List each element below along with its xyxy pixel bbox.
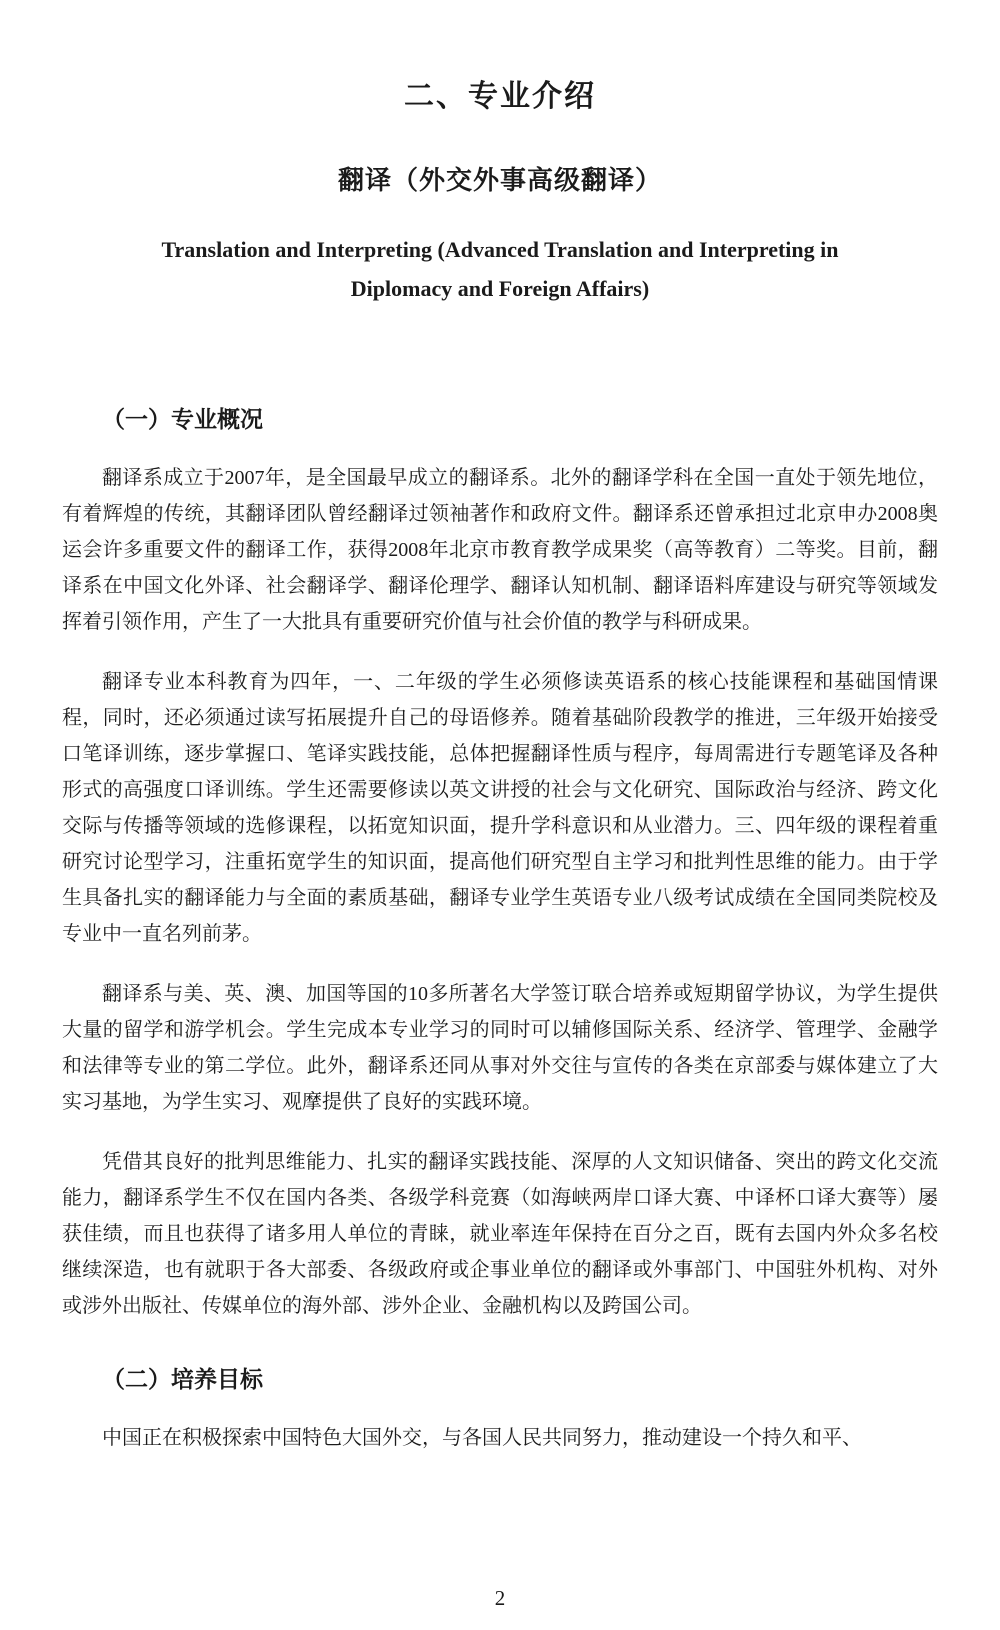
section-training-goals xyxy=(62,1364,938,1456)
section-1-paragraph-4: 凭借其良好的批判思维能力、扎实的翻译实践技能、深厚的人文知识储备、突出的跨文化交流能力，翻译系学生不仅在国内各类、各级学科竞赛（如海峡两岸口译大赛、中译杯口译大赛等）屡获佳绩，而且也获得了诸多用人单位的青睐，就业率连年保持在百分之百，既有去国内外众多名校继续深造，也有就职于各大部委、各级政府或企事业单位的翻译或外事部门、中国驻外机构、对外或涉外出版社、传媒单位的海外部、涉外企业、金融机构以及跨国公司。 xyxy=(62,1151,938,1317)
section-1-heading: （一）专业概况 xyxy=(102,407,263,432)
section-2-heading: （二）培养目标 xyxy=(102,1367,263,1392)
program-title-en-line-2: Diplomacy and Foreign Affairs) xyxy=(350,276,650,301)
page-title: 二、专业介绍 xyxy=(404,80,596,113)
program-title-en-line-1: Translation and Interpreting (Advanced Translation and Interpreting in xyxy=(161,237,839,262)
section-overview xyxy=(62,404,938,1324)
section-2-paragraph-1: 中国正在积极探索中国特色大国外交，与各国人民共同努力，推动建设一个持久和平、 xyxy=(102,1427,862,1449)
program-title-zh: 翻译（外交外事高级翻译） xyxy=(337,166,662,195)
section-1-paragraph-3: 翻译系与美、英、澳、加国等国的10多所著名大学签订联合培养或短期留学协议，为学生提供大量的留学和游学机会。学生完成本专业学习的同时可以辅修国际关系、经济学、管理学、金融学和法律等专业的第二学位。此外，翻译系还同从事对外交往与宣传的各类在京部委与媒体建立了大实习基地，为学生实习、观摩提供了良好的实践环境。 xyxy=(62,983,938,1113)
page-number: 2 xyxy=(494,1586,506,1610)
program-title-en xyxy=(62,230,938,308)
section-1-paragraph-2: 翻译专业本科教育为四年，一、二年级的学生必须修读英语系的核心技能课程和基础国情课程，同时，还必须通过读写拓展提升自己的母语修养。随着基础阶段教学的推进，三年级开始接受口笔译训练，逐步掌握口、笔译实践技能，总体把握翻译性质与程序，每周需进行专题笔译及各种形式的高强度口译训练。学生还需要修读以英文讲授的社会与文化研究、国际政治与经济、跨文化交际与传播等领域的选修课程，以拓宽知识面，提升学科意识和从业潜力。三、四年级的课程着重研究讨论型学习，注重拓宽学生的知识面，提高他们研究型自主学习和批判性思维的能力。由于学生具备扎实的翻译能力与全面的素质基础，翻译专业学生英语专业八级考试成绩在全国同类院校及专业中一直名列前茅。 xyxy=(62,671,938,945)
section-1-paragraph-1: 翻译系成立于2007年，是全国最早成立的翻译系。北外的翻译学科在全国一直处于领先地位，有着辉煌的传统，其翻译团队曾经翻译过领袖著作和政府文件。翻译系还曾承担过北京申办2008奥运会许多重要文件的翻译工作，获得2008年北京市教育教学成果奖（高等教育）二等奖。目前，翻译系在中国文化外译、社会翻译学、翻译伦理学、翻译认知机制、翻译语料库建设与研究等领域发挥着引领作用，产生了一大批具有重要研究价值与社会价值的教学与科研成果。 xyxy=(62,467,938,633)
